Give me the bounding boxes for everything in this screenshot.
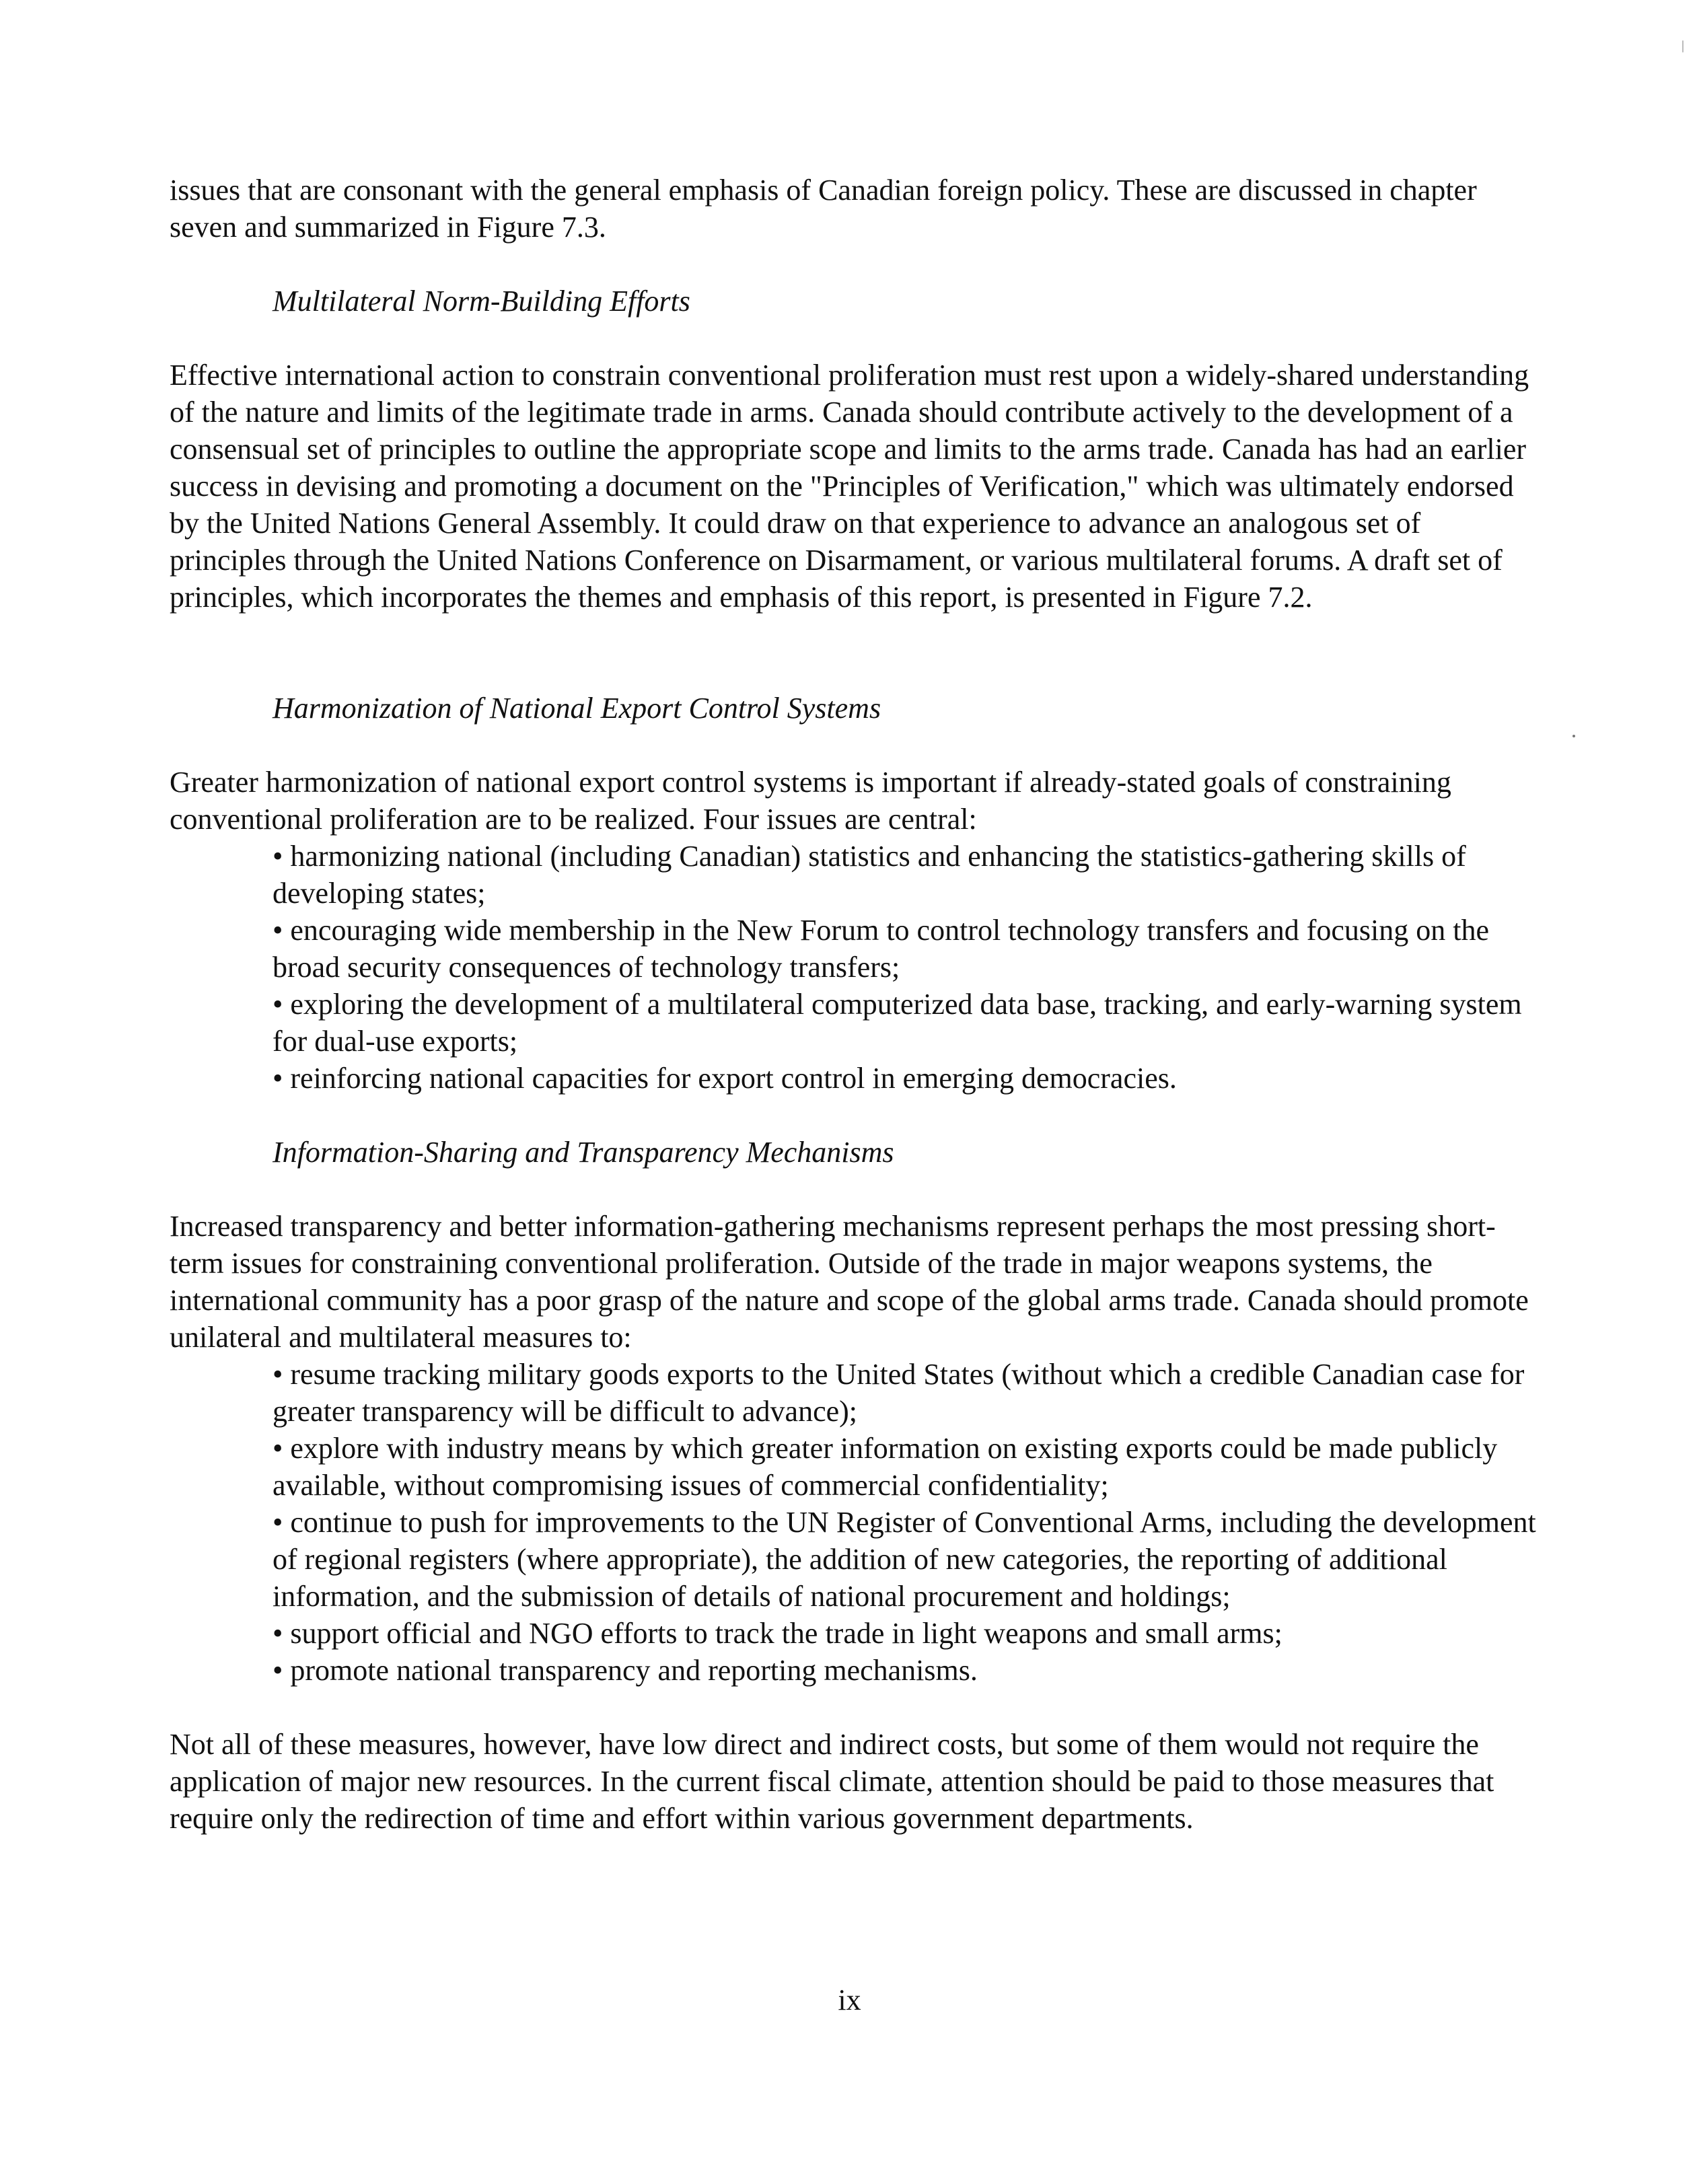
scan-speck	[1573, 735, 1575, 737]
scan-speck	[1682, 40, 1684, 52]
list-item: • encouraging wide membership in the New Forum to control technology transfers and focusing on the broad security consequences of technology transfers;	[273, 914, 1489, 984]
list-item: • exploring the development of a multilateral computerized data base, tracking, and early-warning system for dual-use exports;	[273, 988, 1522, 1058]
section-heading-transparency: Information-Sharing and Transparency Mechanisms	[273, 1136, 894, 1169]
list-item: • harmonizing national (including Canadian) statistics and enhancing the statistics-gathering skills of developing states;	[273, 840, 1466, 910]
list-item: • support official and NGO efforts to track the trade in light weapons and small arms;	[273, 1617, 1282, 1650]
list-item: • continue to push for improvements to the UN Register of Conventional Arms, including the development of regional registers (where appropriate), the addition of new categories, the reporting of additional information, and the submission of details of national procurement and holdings;	[273, 1506, 1536, 1613]
transparency-paragraph: Increased transparency and better information-gathering mechanisms represent perhaps the most pressing short-term issues for constraining conventional proliferation. Outside of the trade in major weapons systems, the international community has a poor grasp of the nature and scope of the global arms trade. Canada should promote unilateral and multilateral measures to:	[170, 1210, 1529, 1354]
export-control-bullet-list	[273, 838, 1538, 1097]
norm-building-paragraph: Effective international action to constrain conventional proliferation must rest upon a widely-shared understanding of the nature and limits of the legitimate trade in arms. Canada should contribute actively to the development of a consensual set of principles to outline the appropriate scope and limits to the arms trade. Canada has had an earlier success in devising and promoting a document on the "Principles of Verification," which was ultimately endorsed by the United Nations General Assembly. It could draw on that experience to advance an analogous set of principles through the United Nations Conference on Disarmament, or various multilateral forums. A draft set of principles, which incorporates the themes and emphasis of this report, is presented in Figure 7.2.	[170, 359, 1529, 614]
section-heading-norm-building: Multilateral Norm-Building Efforts	[273, 285, 690, 318]
list-item: • explore with industry means by which greater information on existing exports could be made publicly available, without compromising issues of commercial confidentiality;	[273, 1432, 1498, 1502]
page-number: ix	[838, 1983, 861, 2016]
list-item: • promote national transparency and reporting mechanisms.	[273, 1654, 978, 1687]
closing-paragraph: Not all of these measures, however, have low direct and indirect costs, but some of them would not require the application of major new resources. In the current fiscal climate, attention should be paid to those measures that require only the redirection of time and effort within various government departments.	[170, 1728, 1494, 1835]
section-heading-export-control: Harmonization of National Export Control Systems	[273, 692, 881, 725]
export-control-paragraph: Greater harmonization of national export control systems is important if already-stated goals of constraining conventional proliferation are to be realized. Four issues are central:	[170, 766, 1451, 836]
transparency-bullet-list	[273, 1356, 1538, 1689]
intro-paragraph: issues that are consonant with the general emphasis of Canadian foreign policy. These are discussed in chapter seven and summarized in Figure 7.3.	[170, 174, 1477, 244]
list-item: • resume tracking military goods exports to the United States (without which a credible Canadian case for greater transparency will be difficult to advance);	[273, 1358, 1525, 1428]
list-item: • reinforcing national capacities for export control in emerging democracies.	[273, 1062, 1177, 1095]
